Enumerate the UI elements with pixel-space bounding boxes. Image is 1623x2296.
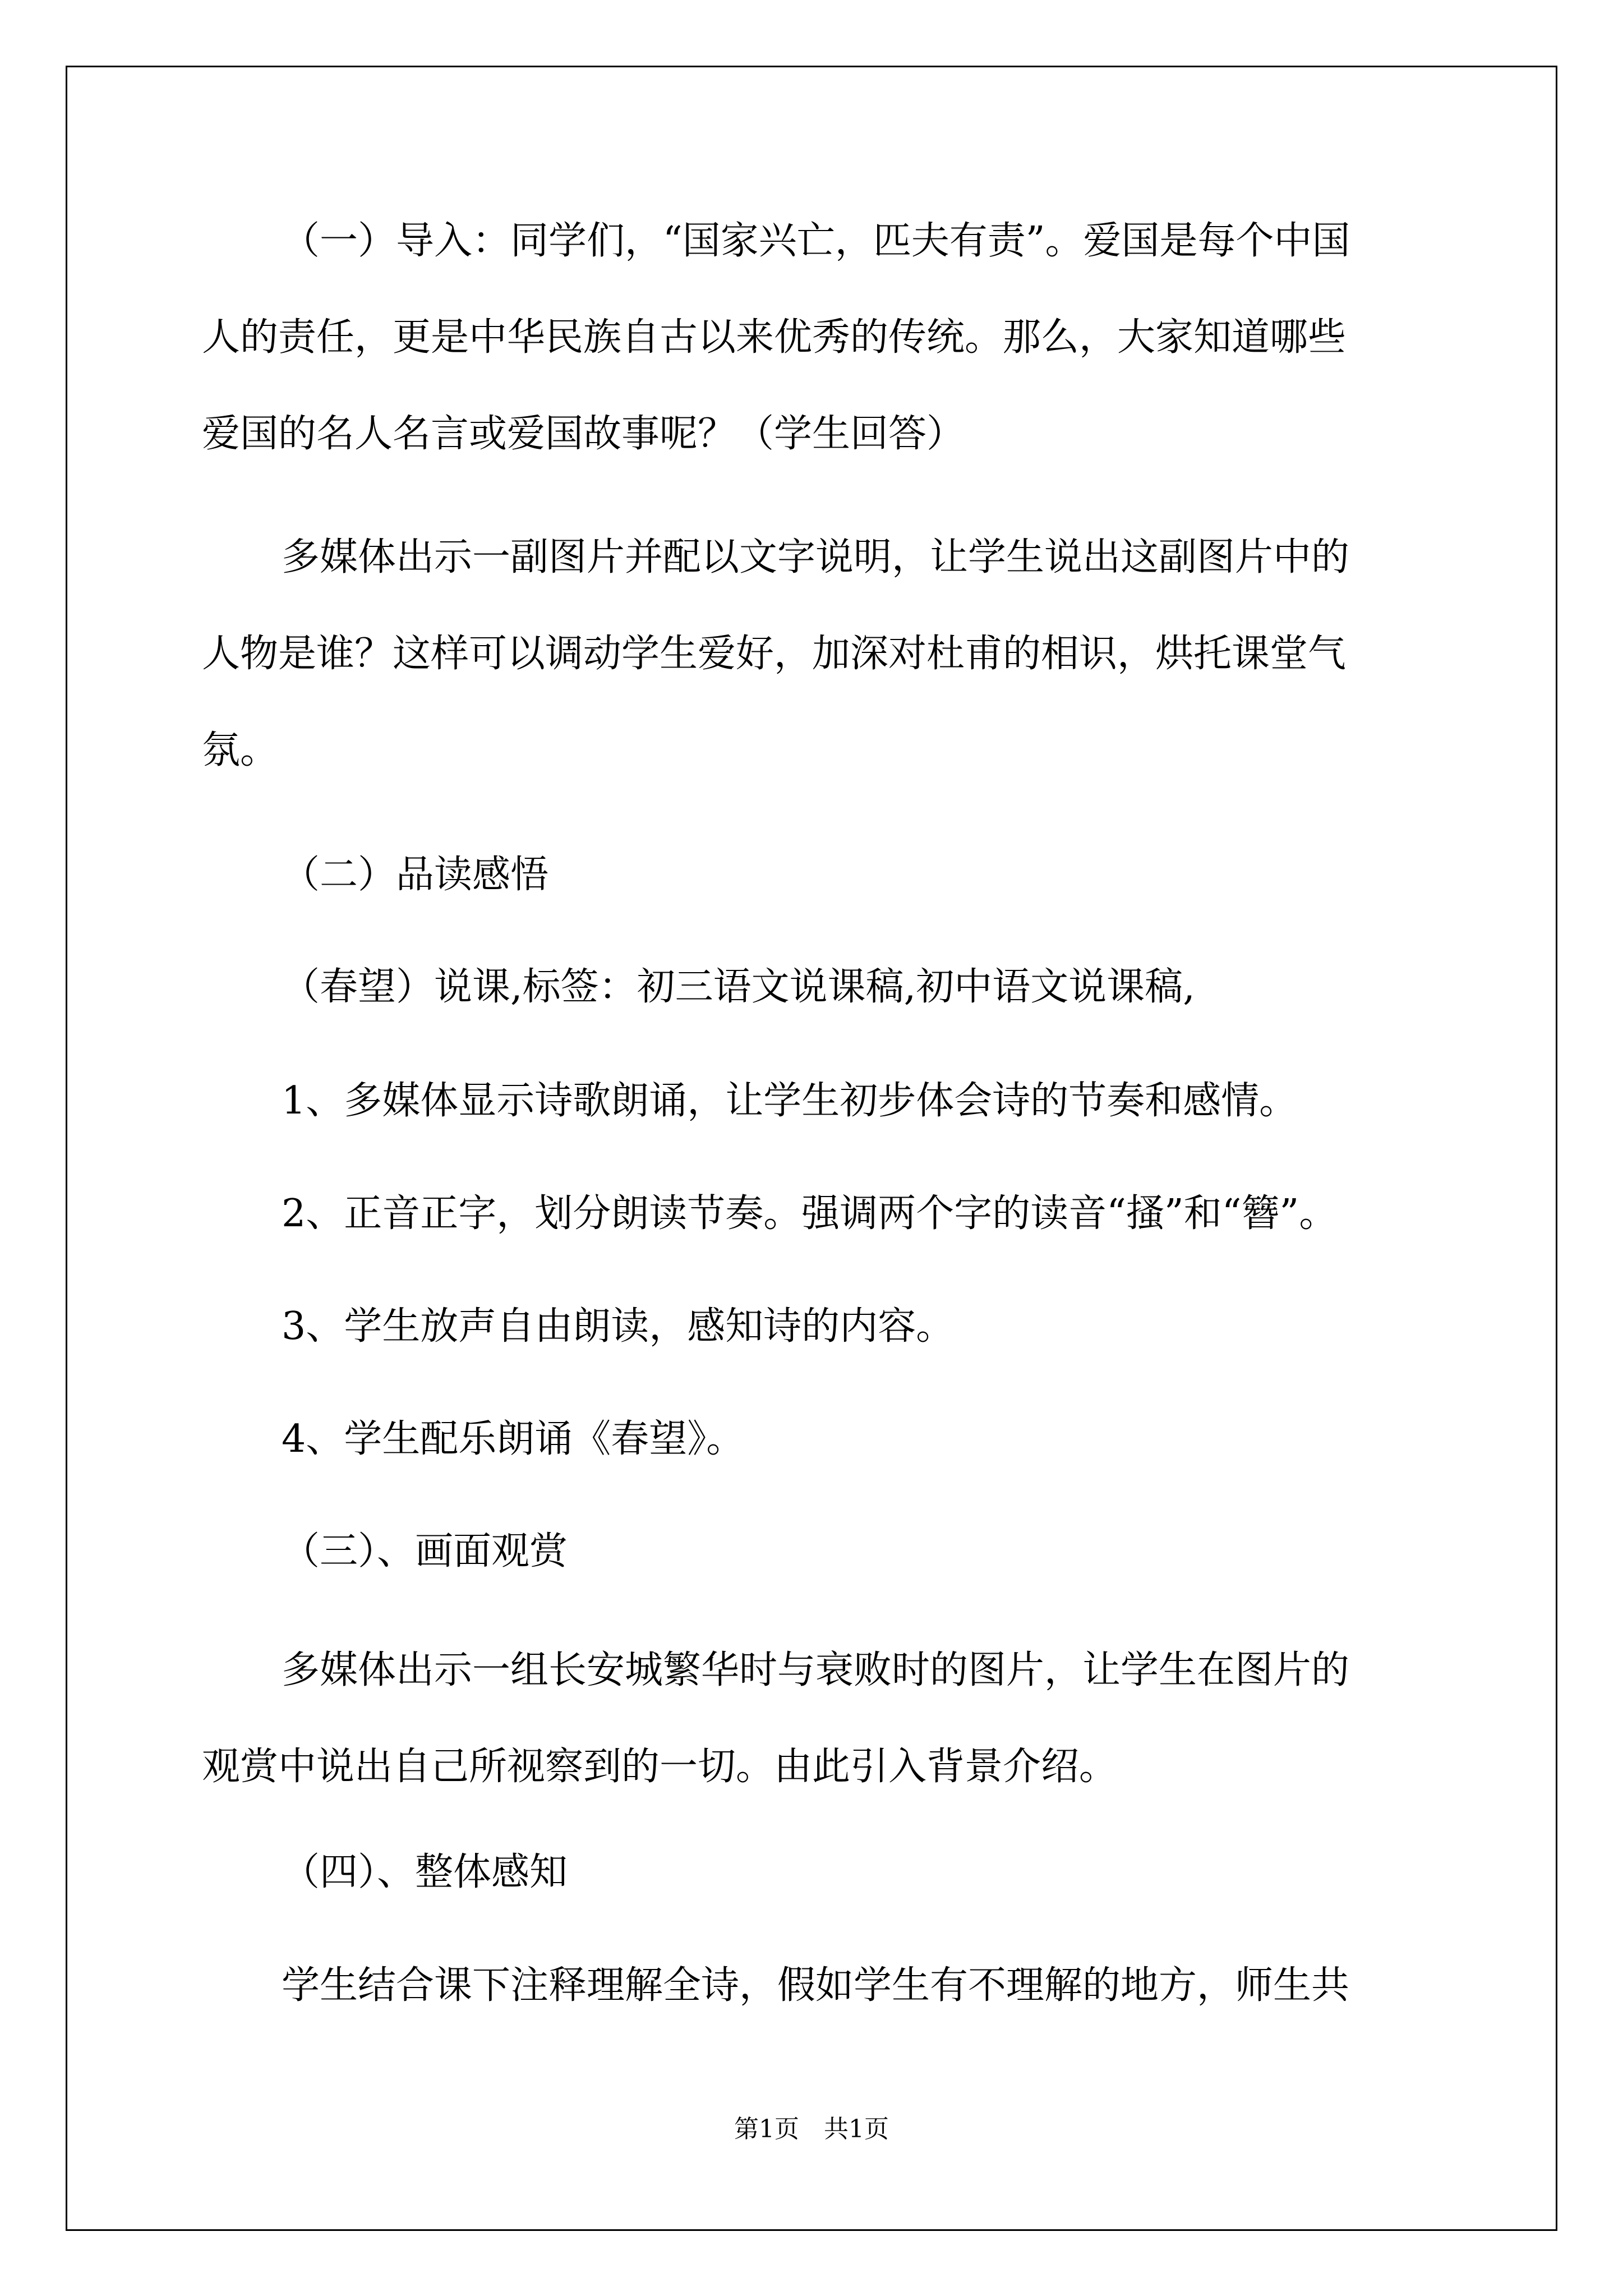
list-item: 3、学生放声自由朗读，感知诗的内容。 — [282, 1304, 955, 1349]
list-item: 4、学生配乐朗诵《春望》。 — [282, 1417, 745, 1461]
paragraph-line: 人的责任，更是中华民族自古以来优秀的传统。那么，大家知道哪些 — [202, 315, 1347, 360]
paragraph-line: （一）导入：同学们，“国家兴亡，匹夫有责”。爱国是每个中国 — [282, 219, 1350, 263]
paragraph-line: 学生结合课下注释理解全诗，假如学生有不理解的地方，师生共 — [282, 1963, 1350, 2008]
paragraph-line: （春望）说课,标签：初三语文说课稿,初中语文说课稿, — [282, 965, 1195, 1009]
section-heading: （三）、画面观赏 — [282, 1529, 568, 1573]
paragraph-line: 多媒体出示一组长安城繁华时与衰败时的图片，让学生在图片的 — [282, 1648, 1350, 1692]
page-number: 第1页 共1页 — [734, 2115, 889, 2143]
paragraph-line: 爱国的名人名言或爱国故事呢？（学生回答） — [202, 412, 965, 456]
list-item: 2、正音正字，划分朗读节奏。强调两个字的读音“搔”和“簪”。 — [282, 1191, 1338, 1236]
section-heading: （四）、整体感知 — [282, 1850, 568, 1894]
page-border — [66, 66, 1557, 2231]
paragraph-line: 多媒体出示一副图片并配以文字说明，让学生说出这副图片中的 — [282, 535, 1350, 579]
section-heading: （二）品读感悟 — [282, 853, 549, 897]
paragraph-line: 人物是谁？这样可以调动学生爱好，加深对杜甫的相识，烘托课堂气 — [202, 632, 1347, 676]
paragraph-line: 氛。 — [202, 728, 279, 772]
list-item: 1、多媒体显示诗歌朗诵，让学生初步体会诗的节奏和感情。 — [282, 1079, 1298, 1123]
paragraph-line: 观赏中说出自己所视察到的一切。由此引入背景介绍。 — [202, 1745, 1118, 1789]
